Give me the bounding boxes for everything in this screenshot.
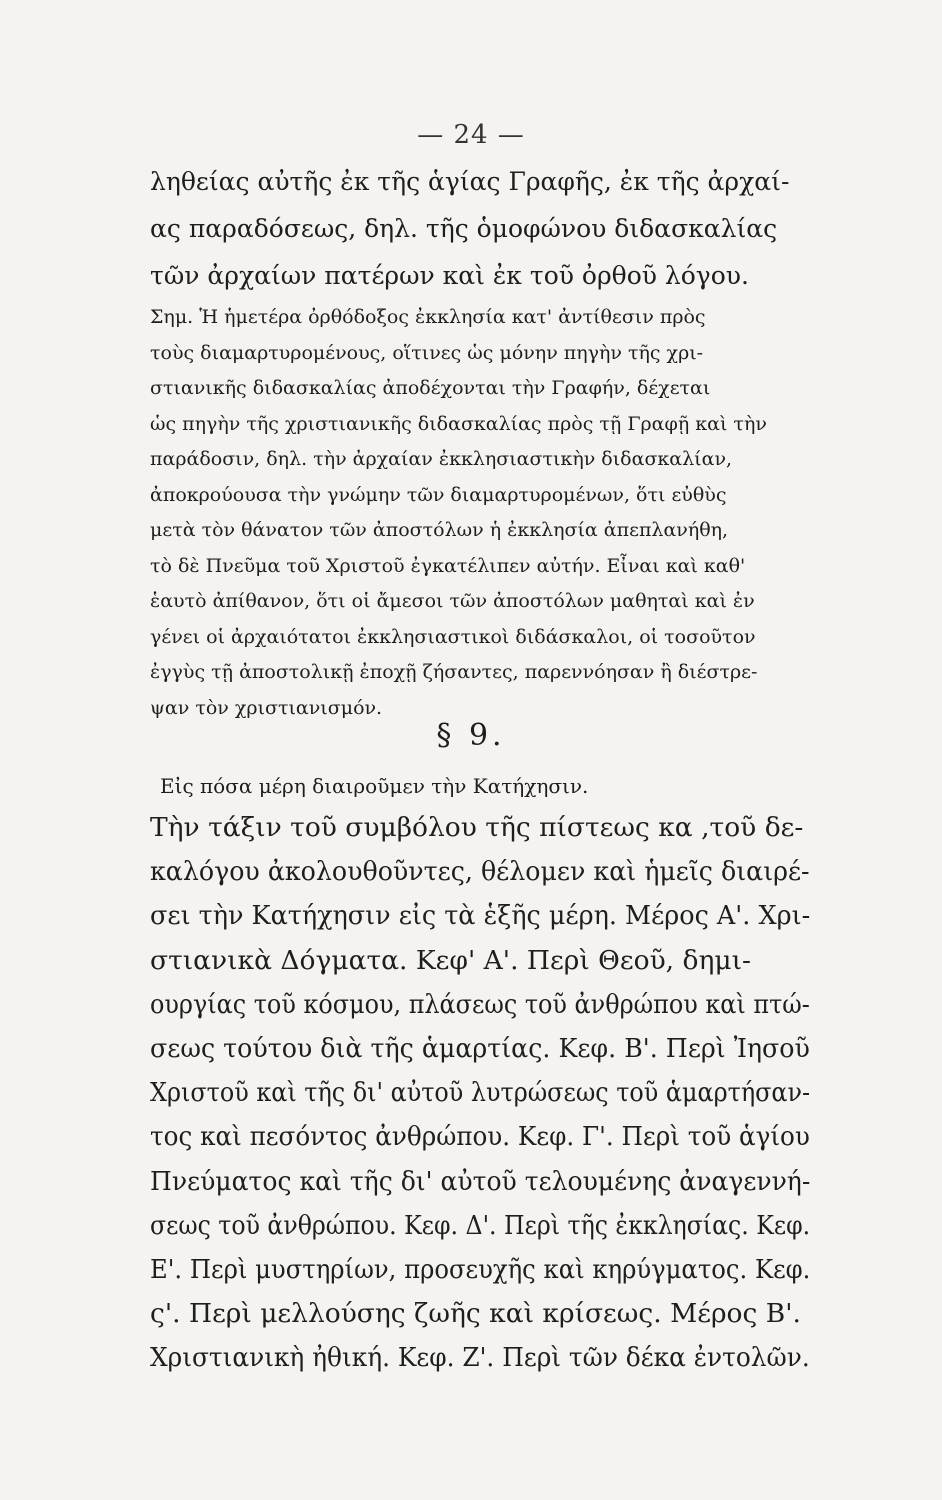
note-line: τοὺς διαμαρτυρομένους, οἵτινες ὡς μόνην πηγὴν τῆς χρι- (150, 341, 704, 364)
body-line: Τὴν τάξιν τοῦ συμβόλου τῆς πίστεως κα ,τοῦ δε- (150, 812, 804, 843)
body-line: ς'. Περὶ μελλούσης ζωῆς καὶ κρίσεως. Μέρος Β'. (150, 1298, 801, 1330)
note-line: ἐγγὺς τῇ ἀποστολικῇ ἐποχῇ ζήσαντες, παρεννόησαν ἢ διέστρε- (150, 661, 758, 683)
note-line: ἑαυτὸ ἀπίθανον, ὅτι οἱ ἄμεσοι τῶν ἀποστόλων μαθηταὶ καὶ ἐν (150, 590, 755, 612)
body-paragraph (150, 806, 810, 1381)
body-line: τος καὶ πεσόντος ἀνθρώπου. Κεφ. Γ'. Περὶ τοῦ ἁγίου (150, 1121, 810, 1153)
note-line: Σημ. Ἡ ἡμετέρα ὀρθόδοξος ἐκκλησία κατ' ἀντίθεσιν πρὸς (150, 306, 706, 328)
body-line: σεως τοῦ ἀνθρώπου. Κεφ. Δ'. Περὶ τῆς ἐκκλησίας. Κεφ. (150, 1209, 811, 1241)
body-line: σεως τούτου διὰ τῆς ἁμαρτίας. Κεφ. Β'. Περὶ Ἰησοῦ (150, 1033, 810, 1065)
text-line: ληθείας αὐτῆς ἐκ τῆς ἁγίας Γραφῆς, ἐκ τῆς ἀρχαί- (150, 167, 790, 196)
body-line: Ε'. Περὶ μυστηρίων, προσευχῆς καὶ κηρύγματος. Κεφ. (150, 1254, 811, 1286)
note-line: ψαν τὸν χριστιανισμόν. (150, 696, 383, 719)
note-line: παράδοσιν, δηλ. τὴν ἀρχαίαν ἐκκλησιαστικὴν διδασκαλίαν, (150, 448, 733, 470)
note-line: ὡς πηγὴν τῆς χριστιανικῆς διδασκαλίας πρὸς τῇ Γραφῇ καὶ τὴν (150, 412, 767, 435)
text-line: τῶν ἀρχαίων πατέρων καὶ ἐκ τοῦ ὀρθοῦ λόγου. (150, 261, 749, 290)
note-line: γένει οἱ ἀρχαιότατοι ἐκκλησιαστικοὶ διδάσκαλοι, οἱ τοσοῦτον (150, 625, 756, 648)
note-paragraph (150, 300, 810, 726)
body-line: σει τὴν Κατήχησιν εἰς τὰ ἑξῆς μέρη. Μέρος Α'. Χρι- (150, 900, 811, 932)
section-question: Εἰς πόσα μέρη διαιροῦμεν τὴν Κατήχησιν. (160, 774, 589, 798)
section-heading: § 9. (436, 718, 506, 753)
text-line: ας παραδόσεως, δηλ. τῆς ὁμοφώνου διδασκαλίας (150, 214, 778, 243)
note-line: μετὰ τὸν θάνατον τῶν ἀποστόλων ἡ ἐκκλησία ἀπεπλανήθη, (150, 519, 729, 541)
body-line: Πνεύματος καὶ τῆς δι' αὐτοῦ τελουμένης ἀναγεννή- (150, 1165, 811, 1197)
body-line: στιανικὰ Δόγματα. Κεφ' Α'. Περὶ Θεοῦ, δημι- (150, 944, 751, 976)
page-number: — 24 — (417, 120, 525, 150)
body-line: ουργίας τοῦ κόσμου, πλάσεως τοῦ ἀνθρώπου καὶ πτώ- (150, 988, 810, 1020)
note-line: τὸ δὲ Πνεῦμα τοῦ Χριστοῦ ἐγκατέλιπεν αὐτήν. Εἶναι καὶ καθ' (150, 554, 746, 577)
note-line: ἀποκρούουσα τὴν γνώμην τῶν διαμαρτυρομένων, ὅτι εὐθὺς (150, 483, 727, 506)
top-paragraph (150, 158, 810, 299)
body-line: Χριστιανικὴ ἠθική. Κεφ. Ζ'. Περὶ τῶν δέκα ἐντολῶν. (150, 1342, 810, 1374)
note-line: στιανικῆς διδασκαλίας ἀποδέχονται τὴν Γραφήν, δέχεται (150, 377, 711, 399)
body-line: καλόγου ἀκολουθοῦντες, θέλομεν καὶ ἡμεῖς διαιρέ- (150, 856, 810, 888)
body-line: Χριστοῦ καὶ τῆς δι' αὐτοῦ λυτρώσεως τοῦ ἁμαρτήσαν- (150, 1077, 811, 1109)
